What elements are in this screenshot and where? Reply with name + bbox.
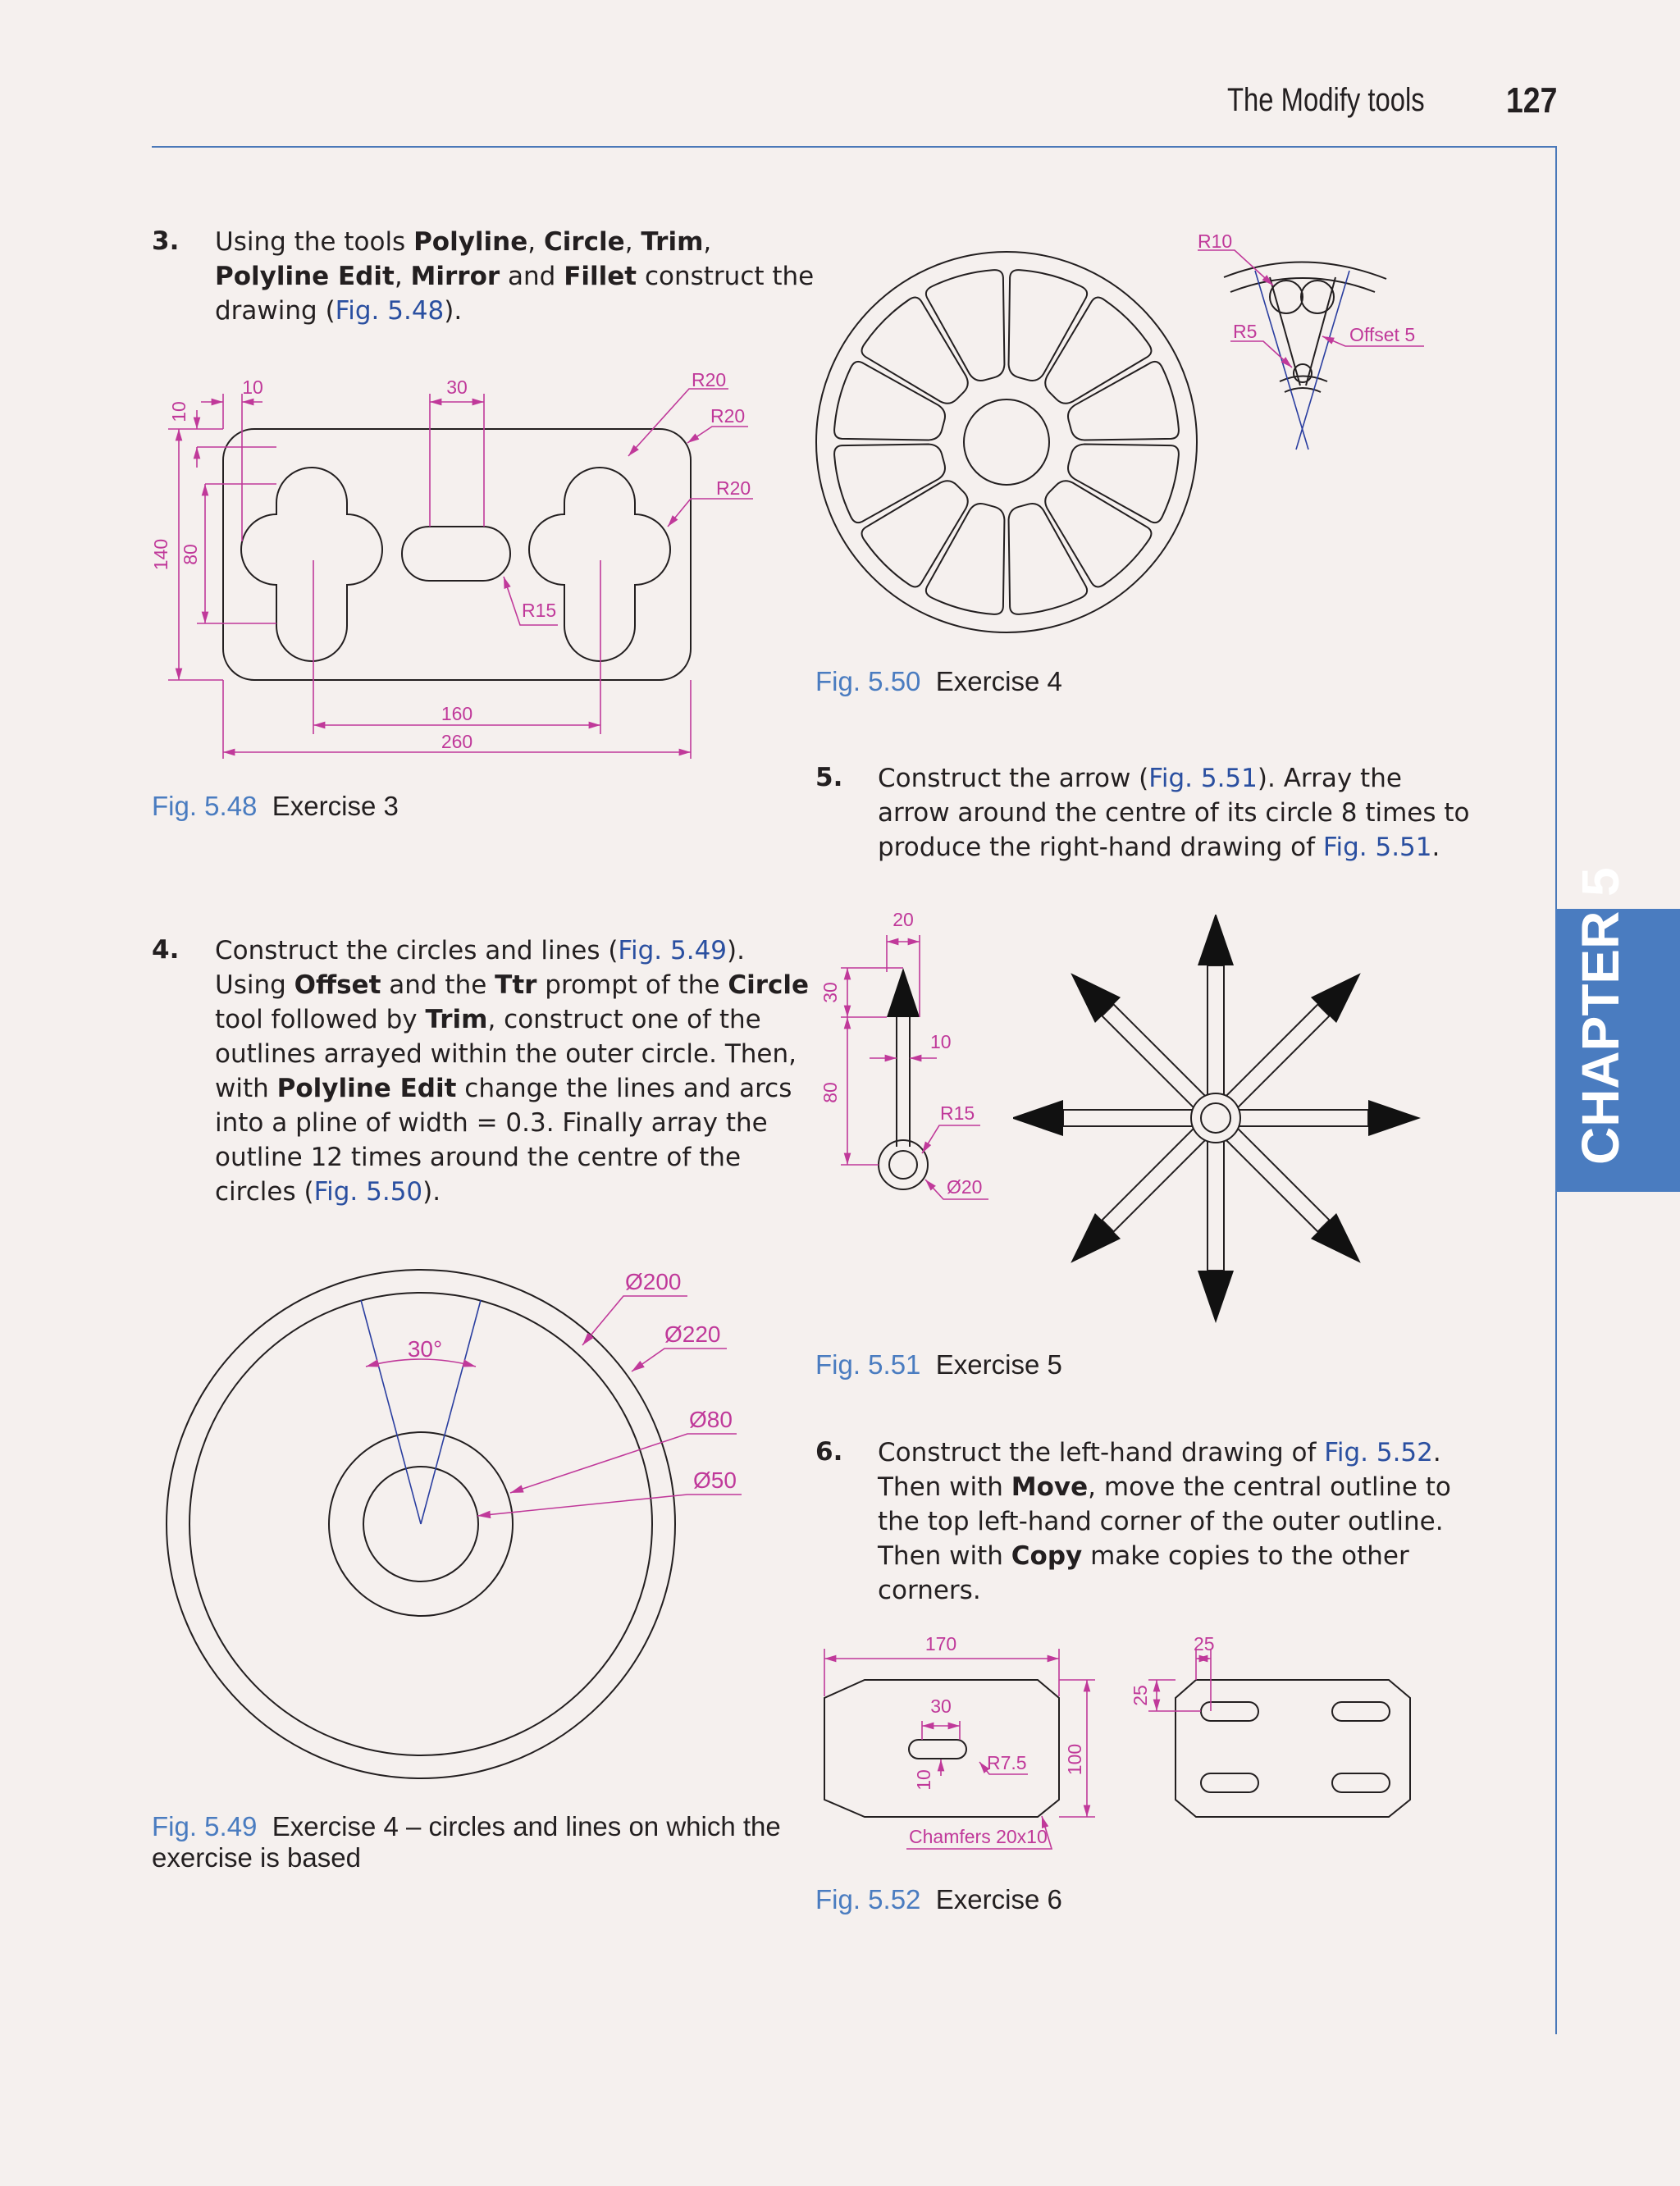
angle-line-left bbox=[361, 1300, 421, 1524]
tool-name: Offset bbox=[294, 970, 381, 1000]
dim-dia-200: Ø200 bbox=[625, 1269, 682, 1294]
dim-r7-5: R7.5 bbox=[987, 1752, 1027, 1773]
dim-r15: R15 bbox=[522, 600, 557, 621]
arrayed-arrow bbox=[1229, 1100, 1421, 1136]
text-run: . bbox=[1432, 1438, 1441, 1467]
caption-text: Exercise 6 bbox=[935, 1884, 1062, 1914]
left-plate-slot bbox=[909, 1740, 966, 1759]
text-run: ). bbox=[422, 1177, 441, 1207]
dim-10-top: 10 bbox=[242, 377, 263, 398]
dim-30: 30 bbox=[819, 982, 841, 1003]
text-line bbox=[878, 1539, 1518, 1573]
text-line bbox=[215, 225, 838, 259]
slot-top-right bbox=[1332, 1702, 1390, 1721]
text-run: Construct the circles and lines ( bbox=[215, 936, 619, 965]
dim-10-left: 10 bbox=[168, 401, 189, 422]
caption-text: Exercise 4 bbox=[935, 666, 1062, 696]
tool-name: Trim bbox=[641, 227, 704, 257]
figure-5-49-drawing bbox=[156, 1255, 779, 1796]
exercise-5-text bbox=[878, 761, 1518, 865]
exercise-3-number: 3. bbox=[152, 226, 180, 256]
angle-line-right bbox=[421, 1300, 481, 1524]
text-line bbox=[878, 1435, 1518, 1470]
dim-30-deg: 30° bbox=[407, 1336, 443, 1362]
detail-outer-arc bbox=[1224, 262, 1386, 279]
arrayed-arrow bbox=[1013, 1100, 1203, 1136]
text-run: . bbox=[1431, 833, 1440, 862]
tool-name: Fillet bbox=[564, 262, 637, 291]
caption-fig-label: Fig. 5.49 bbox=[152, 1811, 258, 1841]
arrow-shaft bbox=[1229, 1110, 1368, 1126]
text-run: , move the central outline to bbox=[1088, 1472, 1451, 1502]
text-line bbox=[215, 1140, 838, 1175]
wheel-cutout bbox=[985, 495, 1089, 619]
text-run: produce the right-hand drawing of bbox=[878, 833, 1323, 862]
text-run: , construct one of the bbox=[487, 1005, 761, 1034]
tool-name: Polyline bbox=[413, 227, 528, 257]
caption-text: Exercise 4 – circles and lines on which the bbox=[272, 1811, 781, 1841]
wheel-hub-circle bbox=[964, 399, 1049, 485]
text-line bbox=[878, 1504, 1518, 1539]
dim-r20-b: R20 bbox=[710, 405, 746, 427]
exercise-3-text bbox=[215, 225, 838, 328]
caption-fig-5-48 bbox=[152, 791, 399, 822]
tool-name: Polyline Edit bbox=[276, 1074, 457, 1103]
figure-reference: Fig. 5.49 bbox=[618, 936, 728, 965]
arrow-shaft bbox=[1219, 1121, 1329, 1231]
text-run: Construct the left-hand drawing of bbox=[878, 1438, 1325, 1467]
text-run: Then with bbox=[878, 1472, 1011, 1502]
dim-80: 80 bbox=[819, 1082, 841, 1103]
dim-10: 10 bbox=[930, 1031, 952, 1052]
arrayed-arrow bbox=[1198, 915, 1234, 1105]
text-line bbox=[215, 968, 838, 1002]
chapter-tab bbox=[1555, 867, 1680, 1192]
dim-r20-c: R20 bbox=[716, 477, 751, 499]
text-run: Using bbox=[215, 970, 294, 1000]
dim-260: 260 bbox=[441, 731, 473, 752]
caption-fig-5-49 bbox=[152, 1811, 781, 1873]
wheel-cutout bbox=[856, 292, 988, 424]
text-run: , bbox=[394, 262, 411, 291]
arrow-head bbox=[887, 968, 920, 1017]
tool-name: Circle bbox=[728, 970, 810, 1000]
text-line bbox=[215, 1037, 838, 1071]
figure-reference: Fig. 5.51 bbox=[1148, 764, 1258, 793]
text-run: make copies to the other bbox=[1082, 1541, 1409, 1571]
text-run: ). bbox=[727, 936, 745, 965]
dim-offset-5: Offset 5 bbox=[1349, 324, 1416, 345]
text-run: ). bbox=[444, 296, 463, 326]
caption-fig-label: Fig. 5.51 bbox=[815, 1349, 921, 1380]
caption-fig-label: Fig. 5.52 bbox=[815, 1884, 921, 1914]
text-line bbox=[878, 1470, 1518, 1504]
tool-name: Ttr bbox=[495, 970, 537, 1000]
arrow-shaft bbox=[1208, 1131, 1224, 1271]
text-line bbox=[215, 1071, 838, 1106]
dim-80: 80 bbox=[180, 544, 201, 565]
dim-10: 10 bbox=[913, 1769, 934, 1791]
caption-fig-label: Fig. 5.50 bbox=[815, 666, 921, 696]
arrow-shaft bbox=[1102, 1121, 1212, 1231]
wheel-cutout bbox=[829, 421, 953, 525]
text-run: drawing ( bbox=[215, 296, 336, 326]
dim-30: 30 bbox=[930, 1695, 952, 1717]
text-run: Using the tools bbox=[215, 227, 414, 257]
wheel-outer-circle bbox=[816, 252, 1197, 632]
arrayed-arrow bbox=[1198, 1131, 1234, 1323]
text-run: , bbox=[624, 227, 641, 257]
text-line bbox=[878, 796, 1518, 830]
text-line bbox=[215, 933, 838, 968]
figure-5-52-drawing bbox=[812, 1624, 1427, 1862]
dim-25-horizontal: 25 bbox=[1194, 1633, 1215, 1654]
tool-name: Mirror bbox=[410, 262, 500, 291]
text-line bbox=[878, 761, 1518, 796]
text-line bbox=[215, 259, 838, 294]
text-line bbox=[215, 294, 838, 328]
text-line bbox=[878, 830, 1518, 865]
dim-100: 100 bbox=[1064, 1743, 1085, 1776]
text-line bbox=[878, 1573, 1518, 1608]
arrow-head bbox=[1013, 1100, 1063, 1136]
wheel-cutout bbox=[1060, 421, 1184, 525]
slot-bottom-right bbox=[1332, 1773, 1390, 1792]
dim-dia-50: Ø50 bbox=[693, 1467, 737, 1493]
arrow-head bbox=[1198, 1271, 1234, 1323]
text-run: prompt of the bbox=[536, 970, 728, 1000]
arrow-ring-inner bbox=[889, 1151, 917, 1179]
figure-5-51-arrow bbox=[812, 906, 1009, 1202]
left-cross-slot bbox=[241, 468, 382, 661]
dim-25-vertical: 25 bbox=[1130, 1685, 1151, 1706]
caption-fig-5-51 bbox=[815, 1349, 1062, 1381]
dim-r15: R15 bbox=[940, 1102, 975, 1124]
centre-slot bbox=[402, 527, 510, 581]
text-run: arrow around the centre of its circle 8 times to bbox=[878, 798, 1470, 828]
dim-20: 20 bbox=[892, 909, 914, 930]
dim-dia-220: Ø220 bbox=[664, 1321, 721, 1347]
arrayed-arrow bbox=[1058, 961, 1220, 1122]
dim-140: 140 bbox=[150, 538, 171, 571]
tool-name: Move bbox=[1011, 1472, 1089, 1502]
dim-r5: R5 bbox=[1233, 321, 1258, 342]
figure-reference: Fig. 5.52 bbox=[1324, 1438, 1433, 1467]
caption-text-line2: exercise is based bbox=[152, 1842, 361, 1873]
detail-circle-right bbox=[1301, 281, 1334, 313]
plate-outline bbox=[223, 429, 691, 680]
star-ring-outer bbox=[1191, 1093, 1240, 1143]
wheel-cutout bbox=[1025, 292, 1157, 424]
tool-name: Trim bbox=[425, 1005, 488, 1034]
dim-170: 170 bbox=[924, 1633, 957, 1654]
arrow-shaft bbox=[1219, 1004, 1329, 1114]
figure-5-48-drawing bbox=[148, 361, 771, 763]
slot-bottom-left bbox=[1201, 1773, 1258, 1792]
dim-dia-20: Ø20 bbox=[947, 1176, 983, 1198]
text-run: , bbox=[703, 227, 712, 257]
text-line bbox=[215, 1002, 838, 1037]
text-run: and the bbox=[381, 970, 495, 1000]
exercise-4-text bbox=[215, 933, 838, 1209]
header-rule bbox=[152, 146, 1557, 148]
exercise-4-number: 4. bbox=[152, 935, 180, 965]
arrow-shaft bbox=[1063, 1110, 1203, 1126]
wheel-cutout bbox=[1060, 359, 1184, 463]
running-header-title: The Modify tools bbox=[1227, 82, 1425, 118]
figure-reference: Fig. 5.48 bbox=[335, 296, 445, 326]
text-run: with bbox=[215, 1074, 277, 1103]
arrow-ring-outer bbox=[879, 1140, 928, 1189]
arrow-head bbox=[1368, 1100, 1421, 1136]
wheel-cutout bbox=[1025, 460, 1157, 592]
caption-text: Exercise 3 bbox=[272, 791, 399, 821]
wheel-cutout bbox=[985, 265, 1089, 389]
wheel-cutout bbox=[924, 495, 1028, 619]
text-run: Then with bbox=[878, 1541, 1011, 1571]
text-run: change the lines and arcs bbox=[456, 1074, 792, 1103]
wheel-cutouts bbox=[829, 265, 1184, 619]
figure-reference: Fig. 5.50 bbox=[313, 1177, 423, 1207]
figure-5-50-detail bbox=[1181, 221, 1444, 459]
text-run: tool followed by bbox=[215, 1005, 426, 1034]
dim-chamfers: Chamfers 20x10 bbox=[909, 1826, 1048, 1847]
wheel-cutout bbox=[829, 359, 953, 463]
text-run: construct the bbox=[637, 262, 815, 291]
caption-text: Exercise 5 bbox=[935, 1349, 1062, 1380]
text-run: circles ( bbox=[215, 1177, 314, 1207]
arrow-shaft bbox=[1102, 1004, 1212, 1114]
tool-name: Copy bbox=[1011, 1541, 1083, 1571]
dim-r10: R10 bbox=[1198, 230, 1233, 252]
slot-top-left bbox=[1201, 1702, 1258, 1721]
text-line bbox=[215, 1106, 838, 1140]
detail-line-2 bbox=[1296, 271, 1349, 450]
text-run: outlines arrayed within the outer circle. Then, bbox=[215, 1039, 797, 1069]
caption-fig-5-50 bbox=[815, 666, 1062, 697]
figure-5-51-star bbox=[1013, 915, 1423, 1325]
arrayed-arrow bbox=[1058, 1115, 1220, 1276]
text-run: and bbox=[500, 262, 564, 291]
tool-name: Polyline Edit bbox=[215, 262, 395, 291]
text-run: corners. bbox=[878, 1576, 981, 1605]
figure-reference: Fig. 5.51 bbox=[1322, 833, 1432, 862]
caption-fig-label: Fig. 5.48 bbox=[152, 791, 258, 821]
right-cross-slot bbox=[529, 468, 670, 661]
caption-fig-5-52 bbox=[815, 1884, 1062, 1915]
arrayed-arrow bbox=[1212, 961, 1374, 1122]
text-run: , bbox=[527, 227, 544, 257]
exercise-6-text bbox=[878, 1435, 1518, 1608]
text-line bbox=[215, 1175, 838, 1209]
arrow-shaft bbox=[1208, 965, 1224, 1105]
figure-5-50-wheel bbox=[808, 246, 1202, 640]
arrayed-arrow bbox=[1212, 1115, 1374, 1276]
dim-160: 160 bbox=[441, 703, 473, 724]
dim-30: 30 bbox=[446, 377, 468, 398]
chapter-tab-label: CHAPTER 5 bbox=[1571, 867, 1630, 1165]
text-run: into a pline of width = 0.3. Finally array the bbox=[215, 1108, 768, 1138]
page-number: 127 bbox=[1506, 80, 1558, 121]
tool-name: Circle bbox=[544, 227, 625, 257]
exercise-6-number: 6. bbox=[815, 1437, 843, 1467]
text-run: outline 12 times around the centre of the bbox=[215, 1143, 742, 1172]
exercise-5-number: 5. bbox=[815, 763, 843, 792]
arrow-head bbox=[1198, 915, 1234, 965]
text-run: Construct the arrow ( bbox=[878, 764, 1149, 793]
dim-dia-80: Ø80 bbox=[689, 1407, 733, 1432]
text-run: the top left-hand corner of the outer outline. bbox=[878, 1507, 1444, 1536]
wheel-cutout bbox=[856, 460, 988, 592]
dim-r20-a: R20 bbox=[692, 369, 727, 390]
wheel-cutout bbox=[924, 265, 1028, 389]
text-run: ). Array the bbox=[1257, 764, 1402, 793]
